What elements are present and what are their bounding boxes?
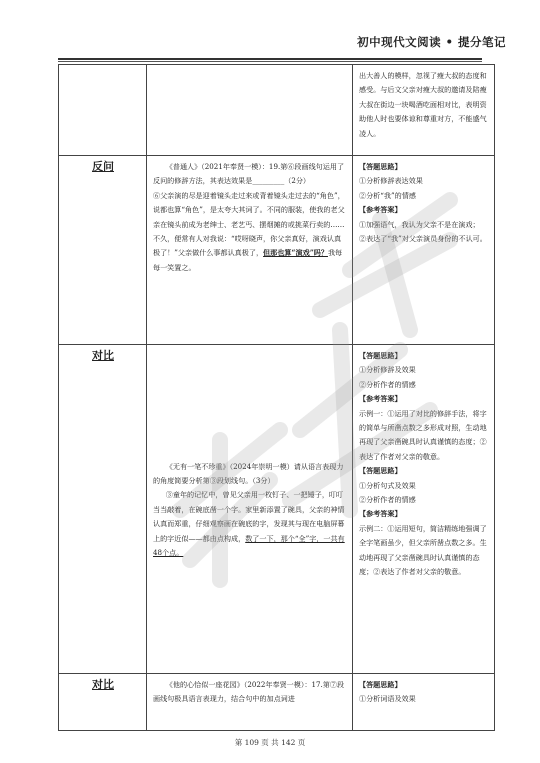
question-text	[153, 160, 347, 189]
question-text: 《无有一笔不珍重》（2024年崇明一模）请从语言表现力的角度简要分析第③段划线句。（3分）	[153, 461, 344, 485]
table-row	[59, 674, 495, 731]
passage-body: ③童年的记忆中，曾见父亲用一枚钉子、一把锤子，叮叮当当敲着，在碗底凿一个字。家里新添置了碗具，父亲的神情认真而郑重，仔细观察画在碗底的字，发现其与现在电脑屏幕上的字近似——都由点构成，	[153, 490, 345, 543]
answer-text: 出大善人的模样，忽视了瘦大叔的态度和感受。与后文父亲对瘦大叔的邀请及陪瘦大叔在街边一块喝酒吃面相对比，表明资助他人时也要体谅和尊重对方，不能盛气凌人。	[359, 71, 487, 138]
type-cell	[59, 674, 147, 731]
header-rule	[58, 58, 482, 60]
answer-heading: 【答题思路】	[359, 162, 402, 171]
answer-line: 示例一：①运用了对比的修辞手法，将字的简单与所凿点数之多形成对照，生动地再现了父亲凿碗具时认真谨慎的态度；②表达了作者对父亲的敬意。	[359, 408, 487, 461]
answer-line: ①加强语气，我认为父亲不是在演戏；	[359, 219, 480, 229]
answer-line: 示例二：①运用短句，简洁精练地强调了全字笔画虽少，但父亲所凿点数之多。生动地再现了父亲凿碗具时认真谨慎的态度；②表达了作者对父亲的敬意。	[359, 523, 487, 577]
question-cell	[147, 156, 353, 345]
answer-heading: 【参考答案】	[359, 394, 402, 404]
passage-text	[153, 488, 347, 560]
passage-body: ⑥父亲演的尽是迎着镜头走过来或背着镜头走过去的“角色”，说都也算“角色”，是太夸大其词了。不同的服装，使我的老父亲在镜头前成为老绅士、老艺丐、摆烟摊的或挑菜行卖的……不久，便常有人对我说：“哎呀晓声，你父亲真好，演戏认真极了！”父亲做什么事都认真极了，	[153, 190, 345, 258]
page-footer: 第 109 页 共 142 页	[234, 738, 306, 747]
answer-heading: 【答题思路】	[359, 466, 402, 476]
table-row	[59, 345, 495, 674]
question-text: 《他的心恰似一座花园》（2022年奉贤一模）：17.第⑦段画线句极具语言表现力，结合句中的加点词进	[153, 680, 345, 704]
question-cell-empty	[147, 65, 353, 156]
question-cell	[147, 674, 353, 731]
answer-cell	[353, 345, 495, 674]
passage-tail: 我每每一笑置之。	[153, 248, 343, 272]
answer-line: ②分析作者的情感	[359, 379, 416, 389]
answer-cell	[353, 674, 495, 731]
answer-cell	[353, 156, 495, 345]
question-intro: 《普通人》（2021年奉贤一模）：19.第⑥段画线句运用了反问的修辞方法，其表达效果是	[153, 162, 345, 186]
answer-line: ②分析“我”的情感	[359, 190, 416, 200]
header-rule-thin	[58, 61, 482, 62]
question-cell	[147, 345, 353, 674]
underlined-sentence: 数了一下，那个“全”字，一共有48个点。	[153, 533, 345, 558]
type-label: 反问	[92, 160, 114, 173]
question-score: （2分）	[284, 176, 311, 186]
answer-line: ①分析词语及效果	[359, 694, 416, 704]
answer-line: ②表达了“我”对父亲演员身份的不认可。	[359, 234, 487, 244]
answer-cell	[353, 65, 495, 156]
answer-heading: 【参考答案】	[359, 205, 402, 215]
type-cell-empty	[59, 65, 147, 156]
answer-blank: _________	[252, 176, 285, 186]
type-label: 对比	[92, 678, 114, 691]
type-cell	[59, 345, 147, 674]
answer-heading: 【答题思路】	[359, 351, 402, 360]
answer-line: ①分析句式及效果	[359, 480, 416, 490]
answer-heading: 【参考答案】	[359, 509, 402, 519]
table-row	[59, 156, 495, 345]
type-cell	[59, 156, 147, 345]
table-row	[59, 65, 495, 156]
answer-heading: 【答题思路】	[359, 680, 402, 689]
passage-text	[153, 189, 347, 275]
notes-table	[58, 64, 495, 731]
type-label: 对比	[92, 349, 114, 362]
answer-line: ①分析修辞表达效果	[359, 176, 423, 186]
header-title: 初中现代文阅读 • 提分笔记	[357, 35, 506, 49]
answer-line: ②分析作者的情感	[359, 495, 416, 505]
underlined-sentence: 但那也算“演戏”吗？	[263, 248, 328, 258]
answer-line: ①分析修辞及效果	[359, 365, 416, 375]
